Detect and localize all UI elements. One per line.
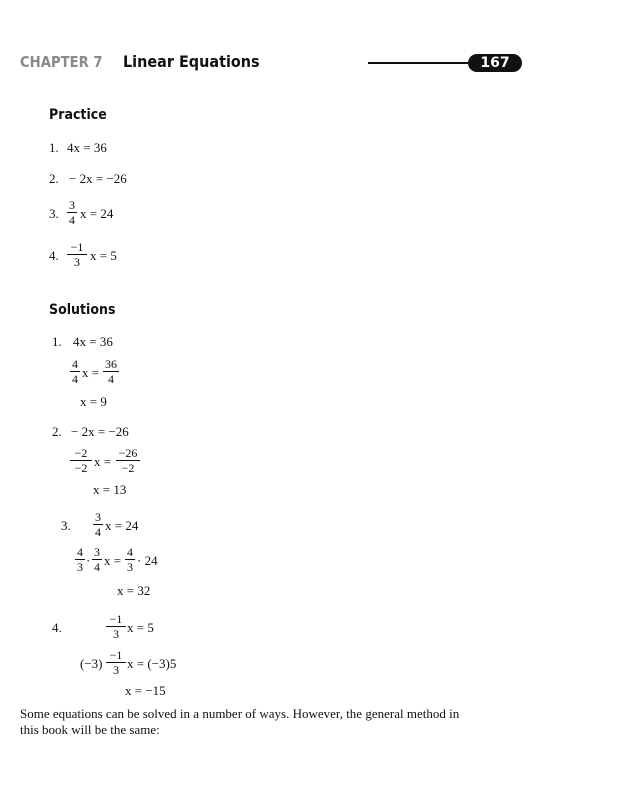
solution-line: x = 5 [127, 620, 154, 635]
practice-item-equation: 4x = 36 [67, 140, 107, 155]
solution-line: x = (−3)5 [127, 656, 177, 671]
solution-num: 4. [52, 620, 62, 635]
solution-line: 4x = 36 [73, 334, 113, 349]
practice-item-equation: − 2x = −26 [69, 171, 127, 186]
fraction: 4 3 [127, 545, 133, 574]
practice-heading: Practice [49, 107, 107, 123]
fraction: −1 3 [106, 649, 126, 676]
solutions-heading: Solutions [49, 302, 116, 318]
solution-line: x = [104, 553, 122, 568]
fraction: 4 4 [72, 357, 78, 386]
solution-line: x = 9 [80, 394, 107, 409]
header-rule [368, 62, 478, 64]
practice-item-num: 4. [49, 248, 59, 263]
fraction: 3 4 [95, 510, 101, 539]
fraction: 36 4 [105, 357, 117, 386]
fraction: 4 3 [77, 545, 83, 574]
practice-item-num: 2. [49, 171, 59, 186]
dot-operator: · [86, 553, 91, 568]
fraction: 3 4 [94, 545, 100, 574]
chapter-title: Linear Equations [123, 52, 260, 71]
solution-line: x = [94, 454, 112, 469]
solution-line: − 2x = −26 [71, 424, 129, 439]
page-number-badge: 167 [468, 54, 522, 72]
body-paragraph: Some equations can be solved in a number of ways. However, the general method in this book will be the same: [20, 706, 460, 737]
solution-line: x = 24 [105, 518, 139, 533]
chapter-label: CHAPTER 7 [20, 53, 103, 71]
solution-line: x = 13 [93, 482, 127, 497]
solution-num: 3. [61, 518, 71, 533]
practice-item-num: 3. [49, 206, 59, 221]
solution-num: 2. [52, 424, 62, 439]
fraction: −1 3 [106, 613, 126, 640]
practice-item-num: 1. [49, 140, 59, 155]
fraction: −2 −2 [70, 447, 92, 474]
fraction: 3 4 [69, 198, 75, 227]
solution-num: 1. [52, 334, 62, 349]
solution-line: · 24 [137, 553, 158, 568]
practice-item-equation: x = 5 [90, 248, 117, 263]
solution-line: x = [82, 365, 100, 380]
solution-line: (−3) [80, 656, 103, 671]
solution-line: x = −15 [125, 683, 166, 698]
practice-item-equation: x = 24 [80, 206, 114, 221]
fraction: −1 3 [67, 241, 87, 268]
solution-line: x = 32 [117, 583, 151, 598]
fraction: −26 −2 [116, 447, 140, 474]
